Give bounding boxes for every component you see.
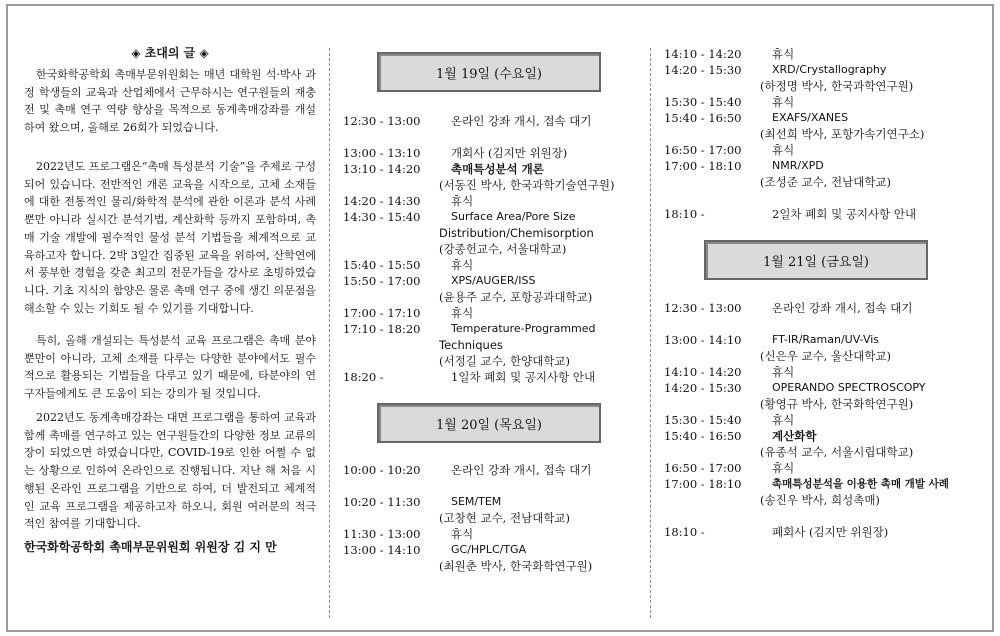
session-title: 촉매특성분석 개론 bbox=[451, 162, 544, 176]
session-time: 18:10 - bbox=[664, 525, 705, 539]
session-row bbox=[664, 142, 795, 158]
session-title: 휴식 bbox=[772, 413, 795, 427]
session-speaker: (하정명 박사, 한국과학연구원) bbox=[760, 79, 914, 93]
session-time: 14:10 - 14:20 bbox=[664, 365, 742, 379]
session-speaker: (최원춘 박사, 한국화학연구원) bbox=[439, 559, 593, 573]
session-title: 온라인 강좌 개시, 접속 대기 bbox=[451, 114, 592, 128]
session-title: NMR/XPD bbox=[772, 159, 824, 172]
session-time: 14:20 - 15:30 bbox=[664, 63, 742, 77]
session-time: 10:00 - 10:20 bbox=[343, 463, 421, 477]
session-row bbox=[664, 428, 817, 444]
session-row bbox=[343, 209, 576, 225]
session-speaker: (서정길 교수, 한양대학교) bbox=[439, 354, 571, 368]
session-row bbox=[343, 113, 592, 129]
day-1-header: 1월 19일 (수요일) bbox=[377, 52, 601, 92]
session-row bbox=[664, 110, 849, 126]
session-title: 폐회사 (김지만 위원장) bbox=[772, 525, 889, 539]
session-title: 휴식 bbox=[451, 258, 474, 272]
session-row bbox=[664, 206, 917, 222]
session-time: 18:10 - bbox=[664, 207, 705, 221]
column-divider-2 bbox=[650, 48, 651, 618]
session-time: 17:00 - 17:10 bbox=[343, 306, 421, 320]
invitation-paragraph-4: 2022년도 동계촉매강좌는 대면 프로그램을 통하여 교육과 함께 촉매를 연구하고 있는 연구원들간의 다양한 정보 교류의 장이 되었으면 하였습니다만, COVID-19로 인한 어쩔 수 없는 상황으로 인하여 온라인으로 진행됩니다. 지난 해 처음 시행된 온라인 프로그램을 기반으로 하여, 더 발전되고 체계적인 교육 프로그램을 제공하고자 하오니, 회원 여러분의 적극적인 참여를 기대합니다. bbox=[24, 411, 316, 531]
session-title: GC/HPLC/TGA bbox=[451, 543, 527, 556]
session-row bbox=[343, 257, 474, 273]
session-row bbox=[343, 305, 474, 321]
invitation-paragraph-3: 특히, 올해 개설되는 특성분석 교육 프로그램은 촉매 분야뿐만이 아니라, 고체 소재를 다루는 다양한 분야에서도 필수적으로 활용되는 기법들을 다루고 있기 때문에, 타분야의 연구자들에게도 큰 도움이 되는 강의가 될 것입니다. bbox=[24, 334, 316, 401]
session-row bbox=[664, 300, 913, 316]
invitation-signature: 한국화학공학회 촉매부문위원회 위원장 김 지 만 bbox=[24, 540, 277, 554]
session-time: 15:40 - 16:50 bbox=[664, 111, 742, 125]
session-title: 휴식 bbox=[772, 461, 795, 475]
session-speaker: (조성준 교수, 전남대학교) bbox=[760, 175, 892, 189]
session-row bbox=[664, 476, 949, 492]
session-title: 온라인 강좌 개시, 접속 대기 bbox=[772, 301, 913, 315]
session-row bbox=[664, 332, 880, 348]
session-time: 15:50 - 17:00 bbox=[343, 274, 421, 288]
session-row bbox=[343, 494, 502, 510]
session-time: 13:00 - 14:10 bbox=[664, 333, 742, 347]
session-title: XPS/AUGER/ISS bbox=[451, 274, 536, 287]
session-speaker: (황영규 박사, 한국화학연구원) bbox=[760, 397, 914, 411]
session-time: 13:10 - 14:20 bbox=[343, 162, 421, 176]
session-row bbox=[343, 526, 474, 542]
session-row bbox=[664, 62, 887, 78]
session-row bbox=[343, 273, 536, 289]
session-row bbox=[664, 46, 795, 62]
session-row bbox=[664, 412, 795, 428]
session-title: Temperature-Programmed bbox=[451, 322, 596, 335]
session-time: 12:30 - 13:00 bbox=[664, 301, 742, 315]
session-time: 17:10 - 18:20 bbox=[343, 322, 421, 336]
session-time: 18:20 - bbox=[343, 370, 384, 384]
session-title: 휴식 bbox=[772, 95, 795, 109]
invitation-title: ◈ 초대의 글 ◈ bbox=[131, 46, 209, 60]
day-2-header: 1월 20일 (목요일) bbox=[377, 403, 601, 443]
session-speaker: (송진우 박사, 희성촉매) bbox=[760, 493, 880, 507]
column-divider-1 bbox=[329, 48, 330, 618]
session-title: XRD/Crystallography bbox=[772, 63, 887, 76]
session-time: 15:30 - 15:40 bbox=[664, 413, 742, 427]
session-title: EXAFS/XANES bbox=[772, 111, 849, 124]
invitation-paragraph-1: 한국화학공학회 촉매부문위원회는 매년 대학원 석·박사 과정 학생들의 교육과 산업체에서 근무하시는 연구원들의 재충전 및 촉매 연구 역량 향상을 목적으로 동계촉매강좌를 개설하여 왔으며, 올해로 26회가 되었습니다. bbox=[24, 68, 316, 135]
session-time: 13:00 - 14:10 bbox=[343, 543, 421, 557]
day-3-header: 1월 21일 (금요일) bbox=[704, 240, 928, 280]
session-title: OPERANDO SPECTROSCOPY bbox=[772, 381, 926, 394]
session-title: FT-IR/Raman/UV-Vis bbox=[772, 333, 880, 346]
session-time: 13:00 - 13:10 bbox=[343, 146, 421, 160]
session-speaker: (서동진 박사, 한국과학기술연구원) bbox=[439, 178, 615, 192]
session-row bbox=[664, 364, 795, 380]
session-title: 촉매특성분석을 이용한 촉매 개발 사례 bbox=[772, 478, 949, 490]
session-title-line-2: Techniques bbox=[439, 338, 503, 352]
session-time: 16:50 - 17:00 bbox=[664, 461, 742, 475]
session-row bbox=[664, 524, 889, 540]
session-title: 휴식 bbox=[772, 365, 795, 379]
session-time: 17:00 - 18:10 bbox=[664, 159, 742, 173]
session-title: 1일차 폐회 및 공지사항 안내 bbox=[451, 370, 596, 384]
session-time: 14:20 - 14:30 bbox=[343, 194, 421, 208]
session-row bbox=[664, 460, 795, 476]
session-row bbox=[343, 161, 544, 177]
session-speaker: (최선희 박사, 포항가속기연구소) bbox=[760, 127, 925, 141]
invitation-paragraph-2: 2022년도 프로그램은“촉매 특성분석 기술”을 주제로 구성되어 있습니다. 전반적인 개론 교육을 시작으로, 고체 소재들에 대한 전통적인 물리/화학적 분석에 관한 이론과 분석 사례뿐만 아니라 실시간 분석기법, 계산화학 등까지 포함하며, 촉매 기술 개발에 필수적인 물성 분석 기법들을 체계적으로 교육하고자 합니다. 2박 3일간 집중된 교육을 위하여, 산학연에서 풍부한 경험을 갖춘 최고의 전문가들을 강사로 초빙하였습니다. 기초 지식의 함양은 물론 촉매 연구 중에 생긴 의문점을 해소할 수 있는 기회도 될 수 있기를 기대합니다. bbox=[24, 160, 316, 315]
session-row bbox=[343, 321, 596, 337]
session-speaker: (고창현 교수, 전남대학교) bbox=[439, 511, 571, 525]
session-title: 온라인 강좌 개시, 접속 대기 bbox=[451, 463, 592, 477]
session-time: 15:30 - 15:40 bbox=[664, 95, 742, 109]
session-time: 16:50 - 17:00 bbox=[664, 143, 742, 157]
session-title: 휴식 bbox=[772, 47, 795, 61]
session-row bbox=[343, 369, 596, 385]
session-time: 11:30 - 13:00 bbox=[343, 527, 421, 541]
session-row bbox=[664, 94, 795, 110]
session-title: 휴식 bbox=[451, 527, 474, 541]
session-time: 12:30 - 13:00 bbox=[343, 114, 421, 128]
session-time: 10:20 - 11:30 bbox=[343, 495, 421, 509]
session-row bbox=[343, 542, 527, 558]
session-row bbox=[343, 145, 568, 161]
session-title: 개회사 (김지만 위원장) bbox=[451, 146, 568, 160]
session-title: Surface Area/Pore Size bbox=[451, 210, 576, 223]
session-time: 15:40 - 16:50 bbox=[664, 429, 742, 443]
session-time: 15:40 - 15:50 bbox=[343, 258, 421, 272]
session-speaker: (윤용주 교수, 포항공과대학교) bbox=[439, 290, 593, 304]
session-time: 14:30 - 15:40 bbox=[343, 210, 421, 224]
session-title: 휴식 bbox=[451, 306, 474, 320]
session-row bbox=[664, 380, 926, 396]
session-title-line-2: Distribution/Chemisorption bbox=[439, 226, 594, 240]
session-speaker: (강종헌교수, 서울대학교) bbox=[439, 242, 567, 256]
session-time: 17:00 - 18:10 bbox=[664, 477, 742, 491]
session-row bbox=[343, 193, 474, 209]
session-speaker: (신은우 교수, 울산대학교) bbox=[760, 349, 892, 363]
session-title: 휴식 bbox=[451, 194, 474, 208]
session-row bbox=[343, 462, 592, 478]
session-speaker: (유종석 교수, 서울시립대학교) bbox=[760, 445, 914, 459]
session-title: 휴식 bbox=[772, 143, 795, 157]
session-time: 14:10 - 14:20 bbox=[664, 47, 742, 61]
session-time: 14:20 - 15:30 bbox=[664, 381, 742, 395]
session-title: SEM/TEM bbox=[451, 495, 502, 508]
session-row bbox=[664, 158, 824, 174]
session-title: 2일차 폐회 및 공지사항 안내 bbox=[772, 207, 917, 221]
session-title: 계산화학 bbox=[772, 429, 817, 443]
